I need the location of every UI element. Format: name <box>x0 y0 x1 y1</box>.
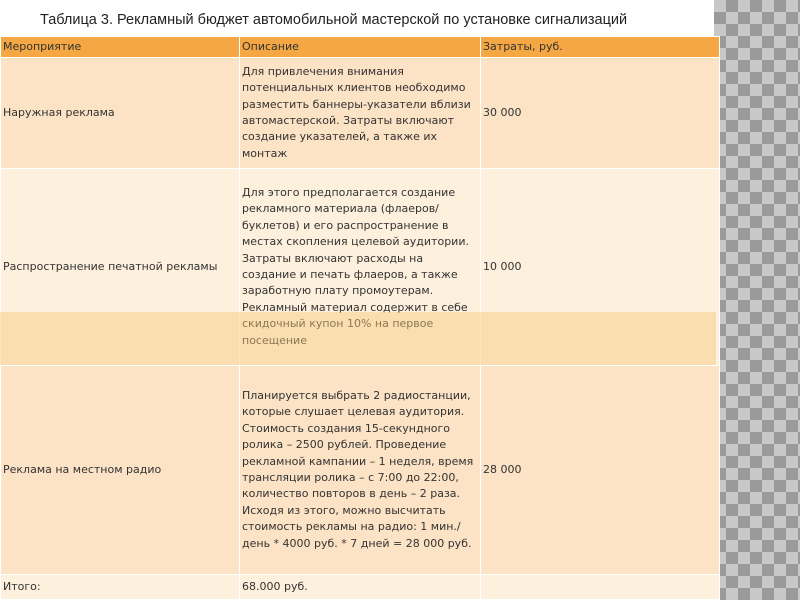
table-row <box>1 169 720 366</box>
total-empty <box>481 575 720 600</box>
page-title: Таблица 3. Рекламный бюджет автомобильной мастерской по установке сигнализаций <box>40 12 628 28</box>
table-header-row <box>1 37 720 58</box>
header-description: Описание <box>240 37 481 58</box>
total-label: Итого: <box>1 575 240 600</box>
row-event: Распространение печатной рекламы <box>1 169 240 366</box>
row-cost: 28 000 <box>481 366 720 575</box>
header-cost: Затраты, руб. <box>481 37 720 58</box>
row-cost: 10 000 <box>481 169 720 366</box>
row-cost: 30 000 <box>481 58 720 169</box>
total-value: 68.000 руб. <box>240 575 481 600</box>
total-row <box>1 575 720 600</box>
row-description: Для привлечения внимания потенциальных клиентов необходимо разместить баннеры-указатели вблизи автомастерской. Затраты включают создание указателей, а также их монтаж <box>240 58 481 169</box>
header-event: Мероприятие <box>1 37 240 58</box>
row-event: Реклама на местном радио <box>1 366 240 575</box>
table-row <box>1 58 720 169</box>
table-row <box>1 366 720 575</box>
row-description: Для этого предполагается создание рекламного материала (флаеров/буклетов) и его распространение в местах скопления целевой аудитории. Затраты включают расходы на создание и печать флаеров, а также заработную плату промоутерам. Рекламный материал содержит в себе скидочный купон 10% на первое посещение <box>240 169 481 366</box>
row-description: Планируется выбрать 2 радиостанции, которые слушает целевая аудитория. Стоимость создания 15-секундного ролика – 2500 рублей. Проведение рекламной кампании – 1 неделя, время трансляции ролика – с 7:00 до 22:00, количество повторов в день – 2 раза. Исходя из этого, можно высчитать стоимость рекламы на радио: 1 мин./день * 4000 руб. * 7 дней = 28 000 руб. <box>240 366 481 575</box>
budget-table <box>0 36 720 600</box>
row-event: Наружная реклама <box>1 58 240 169</box>
decorative-pattern <box>714 0 800 600</box>
